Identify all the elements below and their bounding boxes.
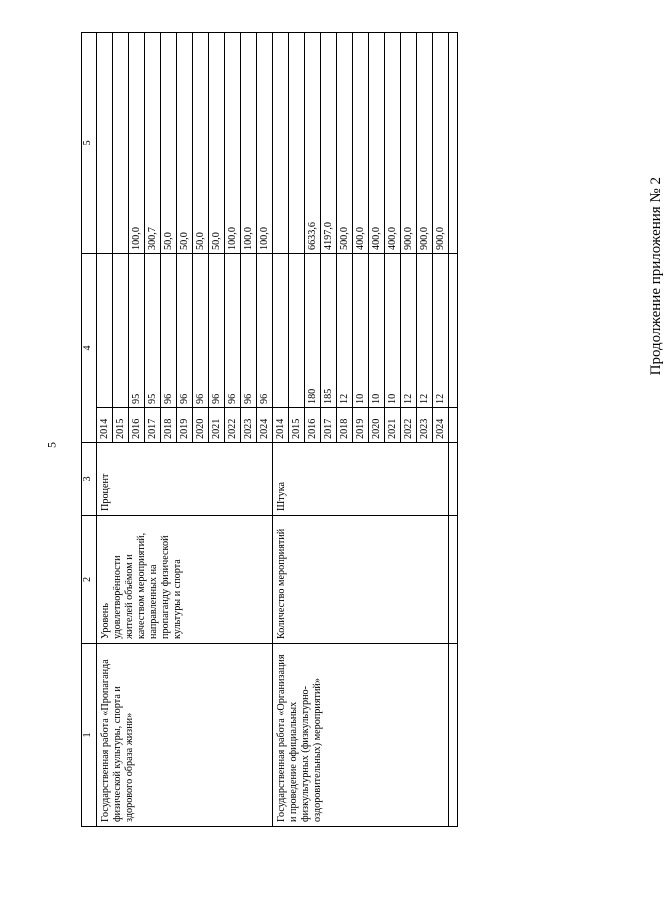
header-col-3: 3 xyxy=(82,443,97,516)
indicator-cell: Уровень удовлетворённости жителей объёмом и качеством мероприятий, направленных на пропаганду физической культуры и спорта xyxy=(97,516,273,644)
work-cell: Государственная работа «Пропаганда физической культуры, спорта и здорового образа жизни» xyxy=(97,644,273,827)
col4-value xyxy=(113,254,129,408)
col4-value: 96 xyxy=(177,254,193,408)
work-cell: Государственная работа «Организация и проведение официальных физкультурных (физкультурно-оздоровительных) мероприятий» xyxy=(273,644,449,827)
col5-value: 100,0 xyxy=(225,33,241,254)
col5-value xyxy=(113,33,129,254)
col4-value: 96 xyxy=(241,254,257,408)
col4-value: 95 xyxy=(145,254,161,408)
col5-value: 400,0 xyxy=(353,33,369,254)
year-cell: 2017 xyxy=(321,408,337,443)
year-cell: 2014 xyxy=(273,408,289,443)
col5-value: 100,0 xyxy=(129,33,145,254)
col4-value xyxy=(273,254,289,408)
col5-value xyxy=(289,33,305,254)
year-cell: 2016 xyxy=(129,408,145,443)
col5-value: 50,0 xyxy=(193,33,209,254)
year-cell: 2021 xyxy=(209,408,225,443)
empty-row xyxy=(449,33,458,827)
year-cell: 2014 xyxy=(97,408,113,443)
col4-value: 12 xyxy=(433,254,449,408)
empty-cell xyxy=(449,443,458,516)
empty-cell xyxy=(449,408,458,443)
year-cell: 2019 xyxy=(353,408,369,443)
header-col-4: 4 xyxy=(82,254,97,443)
col4-value: 12 xyxy=(401,254,417,408)
year-cell: 2023 xyxy=(241,408,257,443)
col5-value: 50,0 xyxy=(209,33,225,254)
col5-value: 900,0 xyxy=(433,33,449,254)
page-number: 5 xyxy=(44,442,59,448)
header-col-1: 1 xyxy=(82,644,97,827)
col5-value: 100,0 xyxy=(241,33,257,254)
empty-cell xyxy=(449,516,458,644)
col5-value: 6633,6 xyxy=(305,33,321,254)
col5-value xyxy=(97,33,113,254)
col5-value: 4197,0 xyxy=(321,33,337,254)
col4-value: 185 xyxy=(321,254,337,408)
col5-value: 500,0 xyxy=(337,33,353,254)
col5-value: 400,0 xyxy=(369,33,385,254)
col4-value: 96 xyxy=(257,254,273,408)
year-cell: 2018 xyxy=(337,408,353,443)
year-cell: 2019 xyxy=(177,408,193,443)
empty-cell xyxy=(449,644,458,827)
col5-value: 400,0 xyxy=(385,33,401,254)
year-cell: 2023 xyxy=(417,408,433,443)
col4-value: 96 xyxy=(193,254,209,408)
col5-value xyxy=(273,33,289,254)
col4-value: 10 xyxy=(369,254,385,408)
col4-value: 96 xyxy=(225,254,241,408)
col4-value: 10 xyxy=(385,254,401,408)
empty-cell xyxy=(449,254,458,408)
unit-cell: Процент xyxy=(97,443,273,516)
col4-value: 12 xyxy=(337,254,353,408)
year-cell: 2015 xyxy=(113,408,129,443)
year-cell: 2021 xyxy=(385,408,401,443)
continuation-title: Продолжение приложения № 2 xyxy=(648,177,664,376)
col4-value: 95 xyxy=(129,254,145,408)
year-cell: 2024 xyxy=(433,408,449,443)
col5-value: 50,0 xyxy=(161,33,177,254)
col4-value: 96 xyxy=(209,254,225,408)
year-cell: 2020 xyxy=(369,408,385,443)
year-cell: 2016 xyxy=(305,408,321,443)
table-area xyxy=(81,33,616,827)
col4-value xyxy=(289,254,305,408)
col5-value: 900,0 xyxy=(417,33,433,254)
table-row xyxy=(97,33,113,827)
appendix-table xyxy=(81,32,458,827)
col5-value: 50,0 xyxy=(177,33,193,254)
col5-value: 900,0 xyxy=(401,33,417,254)
year-cell: 2020 xyxy=(193,408,209,443)
col4-value xyxy=(97,254,113,408)
col4-value: 96 xyxy=(161,254,177,408)
col5-value: 300,7 xyxy=(145,33,161,254)
year-cell: 2024 xyxy=(257,408,273,443)
year-cell: 2022 xyxy=(225,408,241,443)
unit-cell: Штука xyxy=(273,443,449,516)
year-cell: 2017 xyxy=(145,408,161,443)
indicator-cell: Количество мероприятий xyxy=(273,516,449,644)
header-row xyxy=(82,33,97,827)
col4-value: 10 xyxy=(353,254,369,408)
empty-cell xyxy=(449,33,458,254)
year-cell: 2018 xyxy=(161,408,177,443)
col4-value: 180 xyxy=(305,254,321,408)
year-cell: 2022 xyxy=(401,408,417,443)
header-col-2: 2 xyxy=(82,516,97,644)
col5-value: 100,0 xyxy=(257,33,273,254)
header-col-5: 5 xyxy=(82,33,97,254)
col4-value: 12 xyxy=(417,254,433,408)
year-cell: 2015 xyxy=(289,408,305,443)
table-row xyxy=(273,33,289,827)
